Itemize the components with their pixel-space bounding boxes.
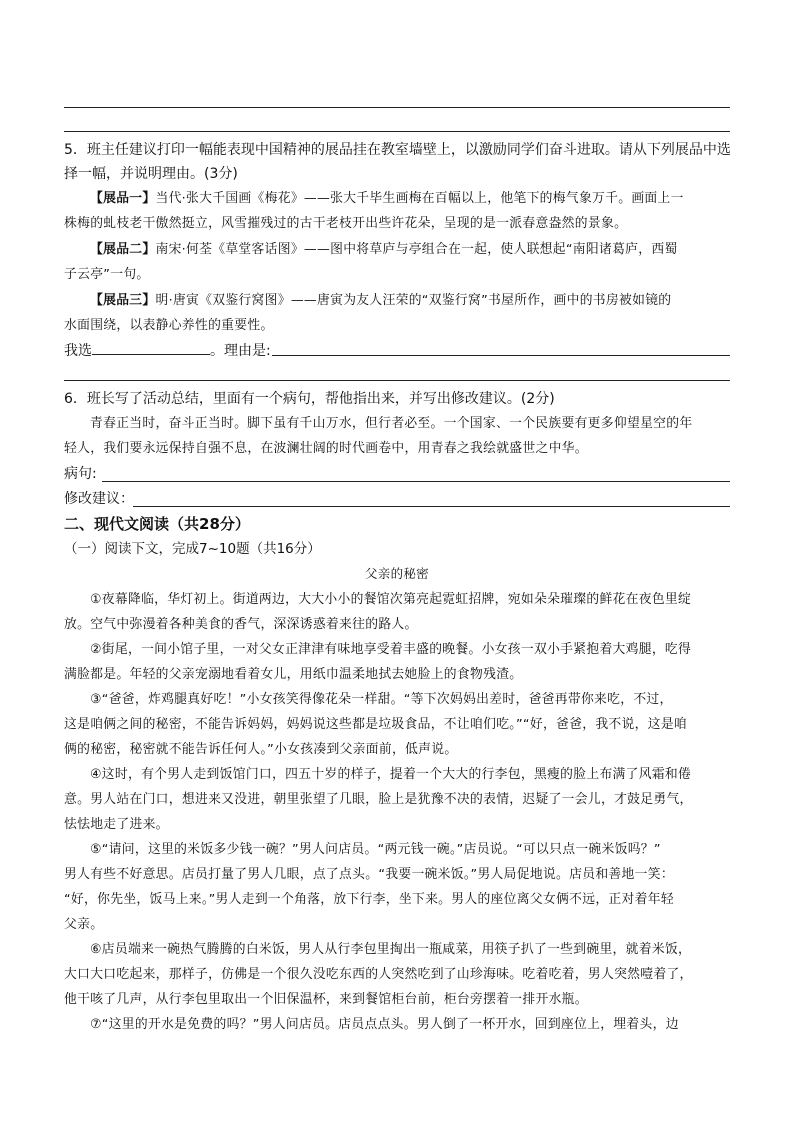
reason-blank[interactable]	[272, 355, 730, 356]
story-line: 俩的秘密，秘密就不能告诉任何人。”小女孩凑到父亲面前，低声说。	[64, 742, 458, 757]
exhibit-3-text: 明·唐寅《双鉴行窝图》——唐寅为友人汪荣的“双鉴行窝”书屋所作，画中的书房被如镜的	[155, 293, 672, 308]
advice-blank[interactable]	[133, 506, 730, 507]
answer-line	[64, 131, 730, 132]
exhibit-3-tag: 【展品三】	[90, 293, 156, 308]
story-title: 父亲的秘密	[364, 566, 429, 581]
choice-blank[interactable]	[92, 340, 210, 355]
story-line: 父亲。	[64, 917, 104, 932]
story-line: ⑦“这里的开水是免费的吗？”男人问店员。店员点点头。男人倒了一杯开水，回到座位上，埋着头，边	[90, 1017, 679, 1032]
answer-line	[64, 380, 730, 381]
story-line: ⑤“请问，这里的米饭多少钱一碗？”男人问店员。“两元钱一碗。”店员说。“可以只点一碗米饭吗？”	[90, 842, 661, 857]
choose-label: 我选	[64, 343, 92, 359]
story-line: 大口大口吃起来，那样子，仿佛是一个很久没吃东西的人突然吃到了山珍海味。吃着吃着，男人突然噎着了，	[64, 967, 693, 982]
story-line: 满脸都是。年轻的父亲宠溺地看着女儿，用纸巾温柔地拭去她脸上的食物残渣。	[64, 667, 523, 682]
story-line: 怯怯地走了进来。	[64, 817, 169, 832]
exhibit-1-cont: 株梅的虬枝老干傲然挺立，风雪摧残过的古干老枝开出些许花朵，呈现的是一派春意盎然的景象。	[64, 216, 628, 231]
answer-line	[64, 107, 730, 108]
question-6-prompt: 6．班长写了活动总结，里面有一个病句，帮他指出来，并写出修改建议。(2分)	[64, 391, 555, 407]
question-5-prompt: 5．班主任建议打印一幅能表现中国精神的展品挂在教室墙壁上，以激励同学们奋斗进取。请从下列展品中选	[64, 142, 731, 158]
exhibit-2-cont: 子云亭”一句。	[64, 267, 150, 282]
reason-label: 。理由是:	[210, 343, 271, 359]
sick-sentence-blank[interactable]	[102, 481, 730, 482]
story-line: “好，你先坐，饭马上来。”男人走到一个角落，放下行李，坐下来。男人的座位离父女俩不远，正对着年轻	[64, 892, 674, 907]
exhibit-3-cont: 水面围绕，以表静心养性的重要性。	[64, 318, 274, 333]
advice-label: 修改建议：	[64, 491, 134, 507]
story-line: ⑥店员端来一碗热气腾腾的白米饭，男人从行李包里掏出一瓶咸菜，用筷子扒了一些到碗里，就着米饭，	[90, 942, 692, 957]
section-subtitle: （一）阅读下文，完成7~10题（共16分）	[64, 541, 321, 557]
exhibit-2-text: 南宋·何荃《草堂客话图》——图中将草庐与亭组合在一起，使人联想起“南阳诸葛庐，西蜀	[155, 242, 678, 257]
summary-text-cont: 轻人，我们要永远保持自强不息，在波澜壮阔的时代画卷中，用青春之我绘就盛世之中华。	[64, 441, 588, 456]
exhibit-1	[64, 187, 756, 211]
sick-sentence-label: 病句:	[64, 466, 97, 482]
story-line: 放。空气中弥漫着各种美食的香气，深深诱惑着来往的路人。	[64, 617, 418, 632]
story-line: 意。男人站在门口，想进来又没进，朝里张望了几眼，脸上是犹豫不决的表情，迟疑了一会儿，才鼓足勇气，	[64, 792, 693, 807]
summary-text: 青春正当时，奋斗正当时。脚下虽有千山万水，但行者必至。一个国家、一个民族要有更多仰望星空的年	[90, 416, 693, 431]
question-5-prompt-cont: 择一幅，并说明理由。(3分)	[64, 166, 238, 182]
story-line: ②街尾，一间小馆子里，一对父女正津津有味地享受着丰盛的晚餐。小女孩一双小手紧抱着大鸡腿，吃得	[90, 642, 692, 657]
exhibit-1-tag: 【展品一】	[90, 191, 156, 206]
story-line: ①夜幕降临，华灯初上。街道两边，大大小小的餐馆次第亮起霓虹招牌，宛如朵朵璀璨的鲜花在夜色里绽	[90, 592, 692, 607]
story-line: 他干咳了几声，从行李包里取出一个旧保温杯，来到餐馆柜台前，柜台旁摆着一排开水瓶。	[64, 992, 588, 1007]
exhibit-2-tag: 【展品二】	[90, 242, 156, 257]
exhibit-2	[64, 238, 756, 262]
exhibit-3	[64, 289, 756, 313]
story-line: ③“爸爸，炸鸡腿真好吃！”小女孩笑得像花朵一样甜。“等下次妈妈出差时，爸爸再带你来吃，不过，	[90, 692, 673, 707]
story-line: 男人有些不好意思。店员打量了男人几眼，点了点头。“我要一碗米饭。”男人局促地说。店员和善地一笑：	[64, 867, 674, 882]
exhibit-1-text: 当代·张大千国画《梅花》——张大千毕生画梅在百幅以上，他笔下的梅气象万千。画面上一	[155, 191, 684, 206]
choice-row	[64, 339, 271, 363]
story-line: ④这时，有个男人走到饭馆门口，四五十岁的样子，提着一个大大的行李包，黑瘦的脸上布满了风霜和倦	[90, 767, 692, 782]
story-line: 这是咱俩之间的秘密，不能告诉妈妈，妈妈说这些都是垃圾食品，不让咱们吃。”“好，爸爸，我不说，这是咱	[64, 717, 688, 732]
section-title: 二、现代文阅读（共28分）	[64, 515, 250, 533]
